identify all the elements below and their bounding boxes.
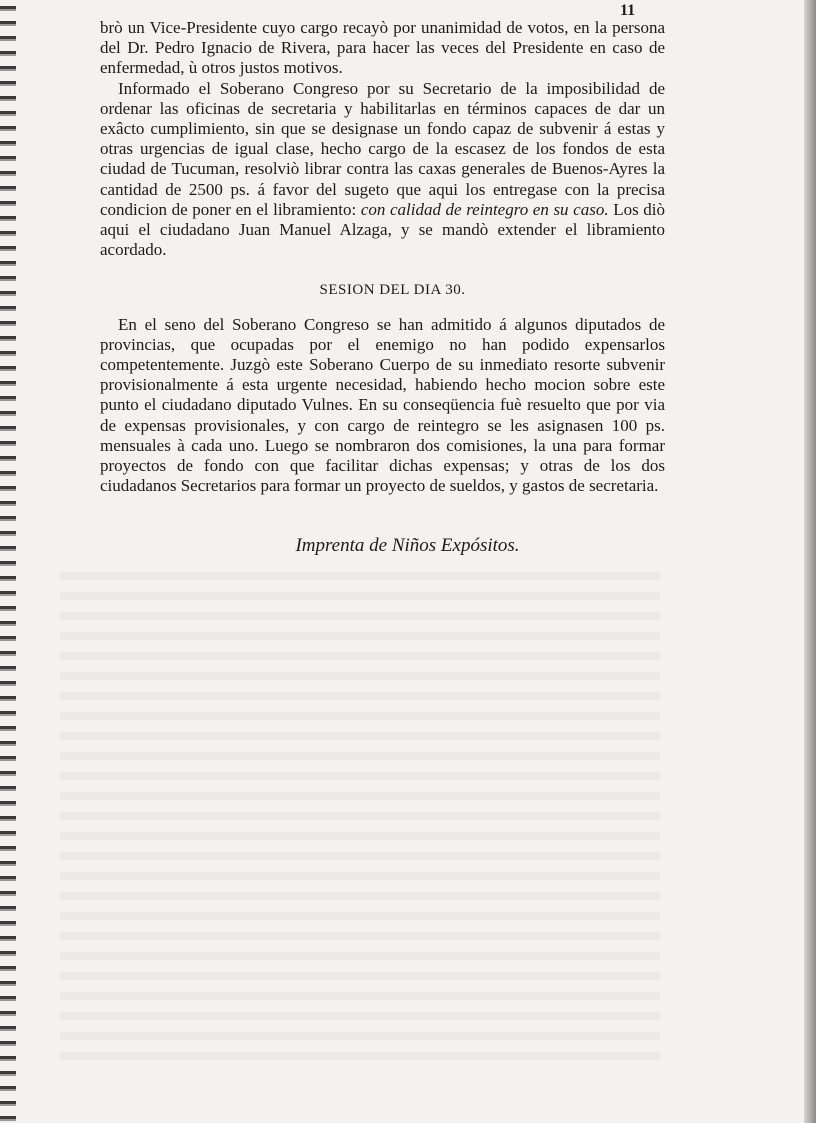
page-body xyxy=(100,18,665,557)
paragraph-secretaria-end: Los diò aqui el ciudadano Juan Manuel Alzaga, y se mandò extender el libramiento acordado. xyxy=(100,199,666,260)
section-heading: SESION DEL DIA 30. xyxy=(319,282,466,299)
spiral-binding xyxy=(0,0,16,1123)
imprint-line: Imprenta de Niños Expósitos. xyxy=(295,535,520,557)
libramiento-condition: con calidad de reintegro en su caso. xyxy=(360,199,609,219)
paragraph-sesion-30: En el seno del Soberano Congreso se han admitido á algunos diputados de provincias, que ocupadas por el enemigo no han podido expensarlos competentemente. Juzgò este Soberano Cuerpo de su inmediato resorte subvenir provisionalmente á esta urgente necesidad, habiendo hecho mocion sobre este punto el ciudadano diputado Vulnes. En su conseqüencia fuè resuelto que por via de expensas provisionales, y con cargo de reintegro se les asignasen 100 ps. mensuales à cada uno. Luego se nombraron dos comisiones, la una para formar proyectos de fondo con que facilitar dichas expensas; y otras de los dos ciudadanos Secretarios para formar un proyecto de sueldos, y gastos de secretaria. xyxy=(100,314,665,496)
page-number: 11 xyxy=(620,2,636,19)
page-edge-shadow xyxy=(804,0,816,1123)
paragraph-secretaria xyxy=(100,79,665,261)
paragraph-continued: brò un Vice-Presidente cuyo cargo recayò por unanimidad de votos, en la persona del Dr. Pedro Ignacio de Rivera, para hacer las veces del Presidente en caso de enfermedad, ù otros justos motivos. xyxy=(100,18,665,78)
paragraph-secretaria-text: Informado el Soberano Congreso por su Secretario de la imposibilidad de ordenar las oficinas de secretaria y habilitarlas en términos capaces de dar un exâcto cumplimiento, sin que se designase un fondo capaz de subvenir á estas y otras urgencias de igual clase, hecho cargo de la escasez de los fondos de esta ciudad de Tucuman, resolviò librar contra las caxas generales de Buenos-Ayres la cantidad de 2500 ps. á favor del sugeto que aqui los entregase con la precisa condicion de poner en el libramiento: xyxy=(100,78,665,219)
bleed-through-text xyxy=(60,560,660,1060)
